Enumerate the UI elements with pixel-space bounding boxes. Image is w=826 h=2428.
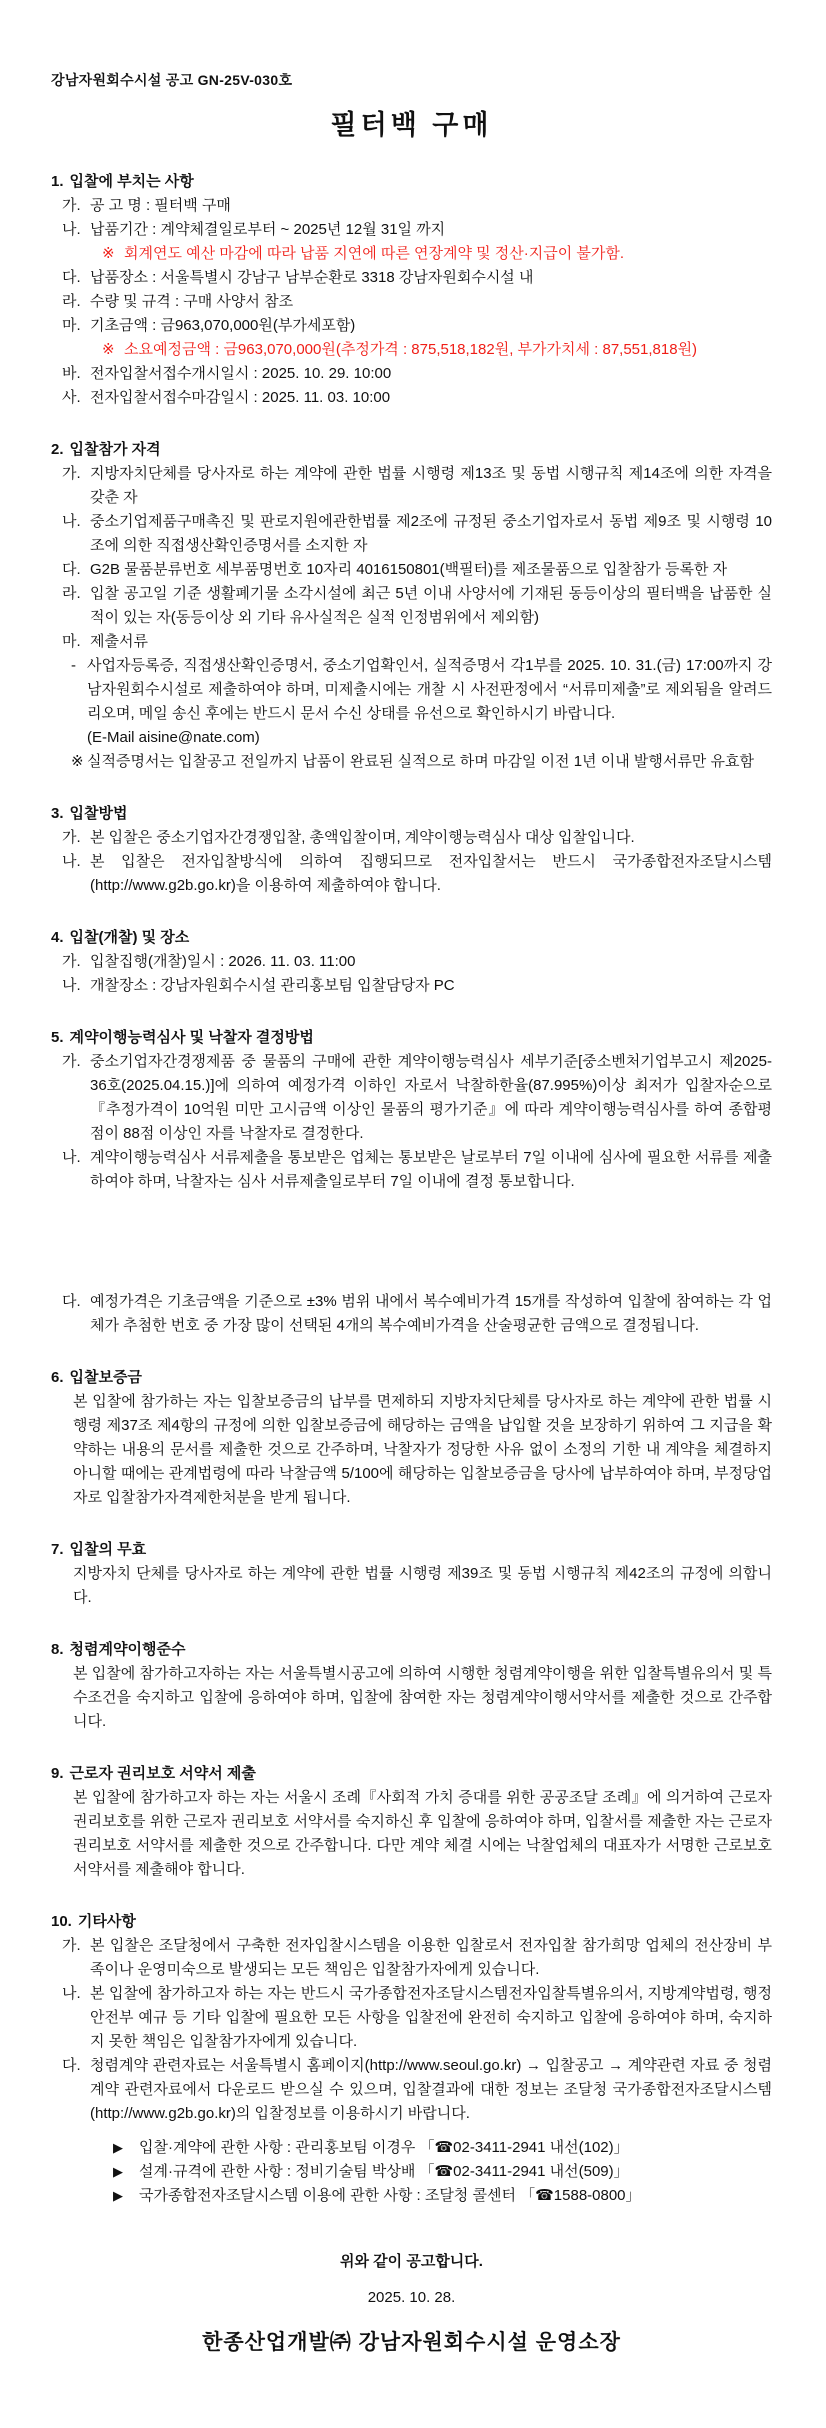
item-label: 다. [62, 269, 81, 286]
doc-number: 강남자원회수시설 공고 GN-25V-030호 [51, 72, 293, 88]
section-title: 입찰(개찰) 및 장소 [69, 929, 190, 946]
item-text: 예정가격은 기초금액을 기준으로 ±3% 범위 내에서 복수예비가격 15개를 작성하여 입찰에 참여하는 각 업체가 추첨한 번호 중 가장 많이 선택된 4개의 복수예비가격을 산술평균한 금액으로 결정됩니다. [90, 1293, 772, 1334]
section-title: 입찰참가 자격 [69, 441, 161, 458]
item-label: 나. [62, 1985, 81, 2002]
item-text: 입찰·계약에 관한 사항 : 관리홍보팀 이경우 「☎02-3411-2941 내선(102)」 [139, 2139, 629, 2156]
doc-item [51, 290, 772, 314]
item-text: 입찰집행(개찰)일시 : 2026. 11. 03. 11:00 [90, 953, 356, 970]
item-text: 본 입찰은 전자입찰방식에 의하여 집행되므로 전자입찰서는 반드시 국가종합전자조달시스템 (http://www.g2b.go.kr)을 이용하여 제출하여야 합니다. [90, 853, 772, 894]
section [51, 802, 772, 898]
doc-item [51, 1982, 772, 2054]
section-number: 10. [51, 1913, 72, 1930]
doc-item [51, 1934, 772, 1982]
section-heading [51, 170, 772, 194]
doc-item [51, 582, 772, 630]
item-label: 다. [62, 2057, 81, 2074]
section [51, 170, 772, 410]
section-number: 9. [51, 1765, 64, 1782]
section-title: 입찰에 부치는 사항 [69, 173, 194, 190]
paragraph: 본 입찰에 참가하고자 하는 자는 서울시 조례『사회적 가치 증대를 위한 공공조달 조례』에 의거하여 근로자 권리보호를 위한 근로자 권리보호 서약서를 숙지하신 후 입찰에 응하여야 하며, 입찰서를 제출한 자는 근로자 권리보호 서약서를 제출한 것으로 간주합니다. 다만 계약 체결 시에는 낙찰업체의 대표자가 서명한 근로보호서약서를 제출해야 합니다. [73, 1789, 772, 1878]
doc-item [51, 386, 772, 410]
section-heading [51, 1638, 772, 1662]
issuer-signature: 한종산업개발㈜ 강남자원회수시설 운영소장 [202, 2331, 621, 2354]
doc-item [51, 510, 772, 558]
section-number: 4. [51, 929, 64, 946]
item-label: 나. [62, 853, 81, 870]
item-label: 가. [62, 829, 81, 846]
item-label: 다. [62, 561, 81, 578]
doc-item [51, 338, 772, 362]
section-heading [51, 1366, 772, 1390]
item-text: 본 입찰은 조달청에서 구축한 전자입찰시스템을 이용한 입찰로서 전자입찰 참가희망 업체의 전산장비 부족이나 운영미숙으로 발생되는 모든 책임은 입찰참가자에게 있습니다. [90, 1937, 772, 1978]
item-label: 나. [62, 1149, 81, 1166]
section-heading [51, 926, 772, 950]
item-label: 나. [62, 513, 81, 530]
doc-item [51, 1290, 772, 1338]
paragraph: 본 입찰에 참가하는 자는 입찰보증금의 납부를 면제하되 지방자치단체를 당사자로 하는 계약에 관한 법률 시행령 제37조 제4항의 규정에 의한 입찰보증금에 해당하는 금액을 납입할 것을 보장하기 위하여 그 지급을 확약하는 내용의 문서를 제출한 것으로 간주하며, 낙찰자가 정당한 사유 없이 소정의 기한 내 계약을 체결하지 아니할 때에는 관계법령에 따라 낙찰금액 5/100에 해당하는 입찰보증금을 당사에 납부하여야 하며, 부정당업자로 입찰참가자격제한처분을 받게 됩니다. [73, 1393, 772, 1506]
contact-item [51, 2160, 772, 2184]
item-label: 가. [62, 1937, 81, 1954]
item-label: 마. [62, 633, 81, 650]
section [51, 1026, 772, 1338]
section-title: 입찰방법 [69, 805, 128, 822]
contact-item [51, 2184, 772, 2208]
doc-item [51, 750, 772, 774]
item-text: 전자입찰서접수개시일시 : 2025. 10. 29. 10:00 [90, 365, 392, 382]
doc-item [51, 630, 772, 654]
item-text: 사업자등록증, 직접생산확인증명서, 중소기업확인서, 실적증명서 각1부를 2025. 10. 31.(금) 17:00까지 강남자원회수시설로 제출하여야 하며, 미제출시에는 개찰 시 사전판정에서 “서류미제출”로 제외됨을 알려드리오며, 메일 송신 후에는 반드시 문서 수신 상태를 유선으로 확인하시기 바랍니다. [87, 657, 772, 722]
announcement-date: 2025. 10. 28. [367, 2289, 456, 2306]
section-number: 3. [51, 805, 64, 822]
item-text: 청렴계약 관련자료는 서울특별시 홈페이지(http://www.seoul.go.kr) → 입찰공고 → 계약관련 자료 중 청렴계약 관련자료에서 다운로드 받으실 수 있으며, 입찰결과에 대한 정보는 조달청 국가종합전자조달시스템(http://www.g2b.go.kr)의 입찰정보를 이용하시기 바랍니다. [90, 2057, 772, 2122]
item-label [71, 726, 87, 750]
item-text: (E-Mail aisine@nate.com) [87, 729, 260, 746]
blank-spacer [51, 1194, 772, 1290]
item-text: 수량 및 규격 : 구매 사양서 참조 [90, 293, 294, 310]
item-label: 가. [62, 953, 81, 970]
item-label: 나. [62, 977, 81, 994]
item-text: 본 입찰에 참가하고자 하는 자는 반드시 국가종합전자조달시스템전자입찰특별유의서, 지방계약법령, 행정안전부 예규 등 기타 입찰에 필요한 모든 사항을 입찰전에 완전히 숙지하고 입찰에 응하여야 하며, 숙지하지 못한 책임은 입찰참가자에게 있습니다. [90, 1985, 772, 2050]
item-label: 가. [62, 197, 81, 214]
section-number: 1. [51, 173, 64, 190]
doc-item [51, 850, 772, 898]
section-number: 6. [51, 1369, 64, 1386]
item-text: 중소기업제품구매촉진 및 판로지원에관한법률 제2조에 규정된 중소기업자로서 동법 제9조 및 시행령 10조에 의한 직접생산확인증명서를 소지한 자 [90, 513, 772, 554]
item-label: 가. [62, 1053, 81, 1070]
item-text: 개찰장소 : 강남자원회수시설 관리홍보팀 입찰담당자 PC [90, 977, 455, 994]
item-label: 라. [62, 585, 81, 602]
item-label: 나. [62, 221, 81, 238]
item-text: G2B 물품분류번호 세부품명번호 10자리 4016150801(백필터)를 제조물품으로 입찰참가 등록한 자 [90, 561, 728, 578]
doc-item [51, 1050, 772, 1146]
item-text: 제출서류 [90, 633, 148, 650]
item-label: 라. [62, 293, 81, 310]
item-label: 바. [62, 365, 81, 382]
section-heading [51, 1026, 772, 1050]
item-label: 가. [62, 465, 81, 482]
item-text: 지방자치단체를 당사자로 하는 계약에 관한 법률 시행령 제13조 및 동법 시행규칙 제14조에 의한 자격을 갖춘 자 [90, 465, 772, 506]
doc-item [51, 950, 772, 974]
section [51, 1762, 772, 1882]
arrow-bullet-icon: ▶ [113, 2188, 123, 2203]
section-heading [51, 802, 772, 826]
section-number: 8. [51, 1641, 64, 1658]
doc-item [51, 266, 772, 290]
doc-item [51, 218, 772, 242]
item-text: 중소기업자간경쟁제품 중 물품의 구매에 관한 계약이행능력심사 세부기준[중소벤처기업부고시 제2025-36호(2025.04.15.)]에 의하여 예정가격 이하인 자로서 낙찰하한율(87.995%)이상 최저가 입찰자순으로 『추정가격이 10억원 미만 고시금액 이상인 물품의 평가기준』에 따라 계약이행능력심사를 하여 종합평점이 88점 이상인 자를 낙찰자로 결정한다. [90, 1053, 772, 1142]
section [51, 438, 772, 774]
item-text: 납품장소 : 서울특별시 강남구 남부순환로 3318 강남자원회수시설 내 [90, 269, 534, 286]
section-heading [51, 438, 772, 462]
arrow-bullet-icon: ▶ [113, 2140, 123, 2155]
doc-item [51, 974, 772, 998]
section-number: 7. [51, 1541, 64, 1558]
item-label: 다. [62, 1293, 81, 1310]
section [51, 1538, 772, 1610]
sections-container [51, 170, 772, 2208]
section [51, 1910, 772, 2208]
page-title: 필터백 구매 [330, 110, 493, 140]
section-title: 입찰의 무효 [69, 1541, 147, 1558]
section [51, 926, 772, 998]
item-text: 본 입찰은 중소기업자간경쟁입찰, 총액입찰이며, 계약이행능력심사 대상 입찰입니다. [90, 829, 635, 846]
item-text: 설계·규격에 관한 사항 : 정비기술팀 박상배 「☎02-3411-2941 내선(509)」 [139, 2163, 629, 2180]
doc-item [51, 558, 772, 582]
section-number: 2. [51, 441, 64, 458]
item-text: 국가종합전자조달시스템 이용에 관한 사항 : 조달청 콜센터 「☎1588-0800」 [139, 2187, 641, 2204]
contact-item [51, 2136, 772, 2160]
item-text: 전자입찰서접수마감일시 : 2025. 11. 03. 10:00 [90, 389, 391, 406]
doc-item [51, 726, 772, 750]
doc-item [51, 826, 772, 850]
item-text: 계약이행능력심사 서류제출을 통보받은 업체는 통보받은 날로부터 7일 이내에 심사에 필요한 서류를 제출하여야 하며, 낙찰자는 심사 서류제출일로부터 7일 이내에 결정 통보합니다. [90, 1149, 772, 1190]
doc-item [51, 654, 772, 726]
item-label: ※ [102, 341, 115, 358]
item-text: 회계연도 예산 마감에 따라 납품 지연에 따른 연장계약 및 정산·지급이 불가함. [124, 245, 625, 262]
doc-item [51, 2054, 772, 2126]
section-heading [51, 1910, 772, 1934]
section-heading [51, 1762, 772, 1786]
section-number: 5. [51, 1029, 64, 1046]
paragraph: 본 입찰에 참가하고자하는 자는 서울특별시공고에 의하여 시행한 청렴계약이행을 위한 입찰특별유의서 및 특수조건을 숙지하고 입찰에 응하여야 하며, 입찰에 참여한 자는 청렴계약이행서약서를 제출한 것으로 간주합니다. [73, 1665, 772, 1730]
item-text: 납품기간 : 계약체결일로부터 ~ 2025년 12월 31일 까지 [90, 221, 446, 238]
doc-item [51, 314, 772, 338]
doc-item [51, 462, 772, 510]
doc-item [51, 194, 772, 218]
paragraph: 지방자치 단체를 당사자로 하는 계약에 관한 법률 시행령 제39조 및 동법 시행규칙 제42조의 규정에 의합니다. [73, 1565, 772, 1606]
item-label: ※ [71, 753, 84, 770]
section-title: 청렴계약이행준수 [69, 1641, 186, 1658]
section-title: 근로자 권리보호 서약서 제출 [69, 1765, 256, 1782]
item-text: 소요예정금액 : 금963,070,000원(추정가격 : 875,518,182원, 부가가치세 : 87,551,818원) [124, 341, 698, 358]
section-heading [51, 1538, 772, 1562]
doc-item [51, 242, 772, 266]
section-title: 기타사항 [77, 1913, 136, 1930]
item-label: ※ [102, 245, 115, 262]
item-label: 사. [62, 389, 81, 406]
item-text: 입찰 공고일 기준 생활폐기물 소각시설에 최근 5년 이내 사양서에 기재된 동등이상의 필터백을 납품한 실적이 있는 자(동등이상 외 기타 유사실적은 실적 인정범위에서 제외함) [90, 585, 772, 626]
arrow-bullet-icon: ▶ [113, 2164, 123, 2179]
section-title: 계약이행능력심사 및 낙찰자 결정방법 [69, 1029, 314, 1046]
item-label: 마. [62, 317, 81, 334]
doc-item [51, 362, 772, 386]
section [51, 1638, 772, 1734]
item-text: 실적증명서는 입찰공고 전일까지 납품이 완료된 실적으로 하며 마감일 이전 1년 이내 발행서류만 유효함 [87, 753, 754, 770]
doc-item [51, 1146, 772, 1194]
section-title: 입찰보증금 [69, 1369, 142, 1386]
closing-statement: 위와 같이 공고합니다. [340, 2253, 483, 2270]
section [51, 1366, 772, 1510]
item-label: - [71, 657, 76, 674]
item-text: 공 고 명 : 필터백 구매 [90, 197, 231, 214]
item-text: 기초금액 : 금963,070,000원(부가세포함) [90, 317, 356, 334]
